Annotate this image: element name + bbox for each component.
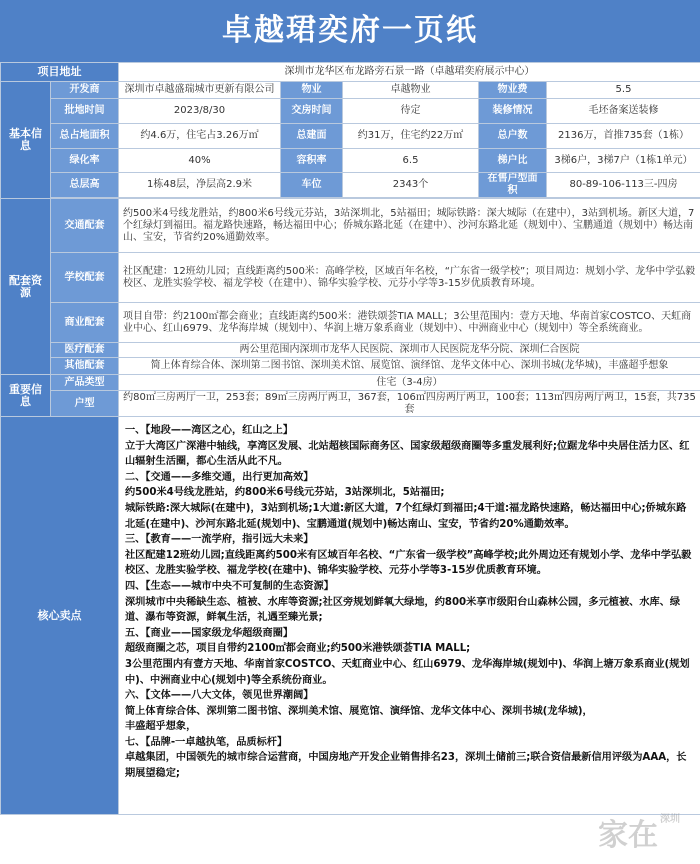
land-value: 约4.6万，住宅占3.26万㎡	[119, 124, 281, 149]
basic-info-section: 基本信息	[1, 82, 51, 199]
approval-label: 批地时间	[51, 99, 119, 124]
land-label: 总占地面积	[51, 124, 119, 149]
traffic-value: 约500米4号线龙胜站，约800米6号线元芬站，3站深圳北，5站福田；城际铁路：深大城际（在建中），3站到机场。新区大道，7个红绿灯到福田。福龙路快速路，畅达福田中心；侨城东路北延（在建中）、沙河东路北延（规划中）、宝鹏通道（规划中）畅达南山、宝安，节省约20%通勤效率。	[119, 199, 700, 253]
core-line: 简上体育综合体、深圳第二图书馆、深圳美术馆、展览馆、演绎馆、龙华文体中心、深圳书城(龙华城)，	[125, 705, 593, 717]
medical-label: 医疗配套	[51, 343, 119, 358]
onsale-value: 80-89-106-113三-四房	[547, 173, 700, 198]
build-label: 总建面	[281, 124, 343, 149]
core-section: 核心卖点	[1, 417, 119, 815]
core-line: 五、【商业——国家级龙华超级商圈】	[125, 627, 294, 639]
traffic-label: 交通配套	[51, 199, 119, 253]
units-value: 2136万，首推735套（1栋）	[547, 124, 700, 149]
product-type-value: 住宅（3-4房）	[119, 375, 700, 391]
fee-label: 物业费	[479, 82, 547, 99]
watermark-text: 家在	[598, 818, 658, 853]
business-value: 项目自带：约2100㎡都会商业；直线距离约500米：港铁颂荟TIA MALL；3公里范围内：壹方天地、华南首家COSTCO、天虹商业中心、红山6979、龙华海岸城（规划中）、华润上塘万象系商业（规划中）、中洲商业中心（规划中）等全系统商业。	[119, 303, 700, 343]
core-line: 立于大湾区广深港中轴线，享湾区发展、北站超核国际商务区、国家级超级商圈等多重发展利好;位踞龙华中央居住活力区、红山辐射生活圈，都心生活从此不凡。	[125, 440, 690, 468]
elevator-label: 梯户比	[479, 149, 547, 173]
decor-label: 装修情况	[479, 99, 547, 124]
fee-value: 5.5	[547, 82, 700, 99]
developer-value: 深圳市卓越盛瑞城市更新有限公司	[119, 82, 281, 99]
resources-section: 配套资源	[1, 199, 51, 375]
core-line: 一、【地段——湾区之心，红山之上】	[125, 425, 294, 436]
height-label: 总层高	[51, 173, 119, 198]
green-label: 绿化率	[51, 149, 119, 173]
layout-label: 户型	[51, 391, 119, 417]
core-line: 丰盛超乎想象，	[125, 721, 197, 733]
parking-value: 2343个	[343, 173, 479, 198]
other-label: 其他配套	[51, 358, 119, 375]
core-line: 约500米4号线龙胜站，约800米6号线元芬站，3站深圳北，5站福田;	[125, 487, 445, 499]
core-line: 超级商圈之芯，项目自带约2100㎡都会商业;约500米港铁颂荟TIA MALL;	[125, 643, 471, 655]
core-line: 二、【交通——多维交通，出行更加高效】	[125, 471, 314, 483]
core-line: 社区配建12班幼儿园;直线距离约500米有区域百年名校、“广东省一级学校”高峰学校;此外周边还有规划小学、龙华中学弘毅校区、龙胜实验学校、福龙学校(在建中)、锦华实验学校、元芬小学等3-15岁优质教育环境。	[125, 549, 692, 577]
core-line: 三、【教育——一流学府，指引远大未来】	[125, 534, 314, 546]
layout-value: 约80㎡三房两厅一卫，253套；89㎡三房两厅两卫，367套，106㎡四房两厅两卫，100套；113㎡四房两厅两卫，15套，共735套	[119, 391, 700, 417]
important-section: 重要信息	[1, 375, 51, 417]
core-line: 卓越集团，中国领先的城市综合运营商，中国房地产开发企业销售排名23，深圳土储前三;联合资信最新信用评级为AAA，长期展望稳定;	[125, 752, 687, 780]
other-value: 简上体育综合体、深圳第二图书馆、深圳美术馆、展览馆、演绎馆、龙华文体中心、深圳书城(龙华城)，丰盛超乎想象	[119, 358, 700, 375]
page-title: 卓越珺奕府一页纸	[0, 0, 700, 62]
core-selling-points	[119, 417, 700, 815]
delivery-label: 交房时间	[281, 99, 343, 124]
core-line: 四、【生态——城市中央不可复制的生态资源】	[125, 580, 334, 592]
school-value: 社区配建：12班幼儿园；直线距离约500米：高峰学校，区域百年名校，“广东省一级学校”；项目周边：规划小学、龙华中学弘毅校区、龙胜实验学校、福龙学校（在建中）、锦华实验学校、元芬小学等3-15岁优质教育环境。	[119, 253, 700, 303]
onsale-label: 在售户型面积	[479, 173, 547, 198]
far-label: 容积率	[281, 149, 343, 173]
delivery-value: 待定	[343, 99, 479, 124]
project-address-label: 项目地址	[1, 63, 119, 82]
core-line: 深圳城市中央稀缺生态、植被、水库等资源;社区旁规划鲜氧大绿地，约800米享市级阳台山森林公园，多元植被、水库、绿道、瀑布等资源，鲜氧生活，礼遇至臻光景;	[125, 596, 681, 624]
core-line: 城际铁路:深大城际(在建中)，3站到机场;1大道:新区大道，7个红绿灯到福田;4干道:福龙路快速路，畅达福田中心;侨城东路北延(在建中)、沙河东路北延(规划中)、宝鹏通道(规划中)畅达南山、宝安，节省约20%通勤效率。	[125, 502, 687, 530]
far-value: 6.5	[343, 149, 479, 173]
project-address-value: 深圳市龙华区布龙路旁石景一路（卓越珺奕府展示中心）	[119, 63, 700, 82]
product-type-label: 产品类型	[51, 375, 119, 391]
medical-value: 两公里范围内深圳市龙华人民医院、深圳市人民医院龙华分院、深圳仁合医院	[119, 343, 700, 358]
business-label: 商业配套	[51, 303, 119, 343]
approval-value: 2023/8/30	[119, 99, 281, 124]
watermark-sub: 深圳	[660, 814, 680, 825]
parking-label: 车位	[281, 173, 343, 198]
property-value: 卓越物业	[343, 82, 479, 99]
property-label: 物业	[281, 82, 343, 99]
developer-label: 开发商	[51, 82, 119, 99]
decor-value: 毛坯备案送装修	[547, 99, 700, 124]
height-value: 1栋48层，净层高2.9米	[119, 173, 281, 198]
elevator-value: 3梯6户，3梯7户（1栋1单元）	[547, 149, 700, 173]
core-line: 七、【品牌-一卓越执笔，品质标杆】	[125, 736, 288, 748]
build-value: 约31万，住宅约22万㎡	[343, 124, 479, 149]
watermark-logo	[598, 810, 680, 854]
green-value: 40%	[119, 149, 281, 173]
core-line: 3公里范围内有壹方天地、华南首家COSTCO、天虹商业中心、红山6979、龙华海岸城(规划中)、华润上塘万象系商业(规划中)、中洲商业中心(规划中)等全系统份商业。	[125, 658, 690, 686]
school-label: 学校配套	[51, 253, 119, 303]
units-label: 总户数	[479, 124, 547, 149]
core-line: 六、【文体——八大文体，领见世界潮阔】	[125, 690, 314, 702]
info-table	[0, 62, 700, 815]
